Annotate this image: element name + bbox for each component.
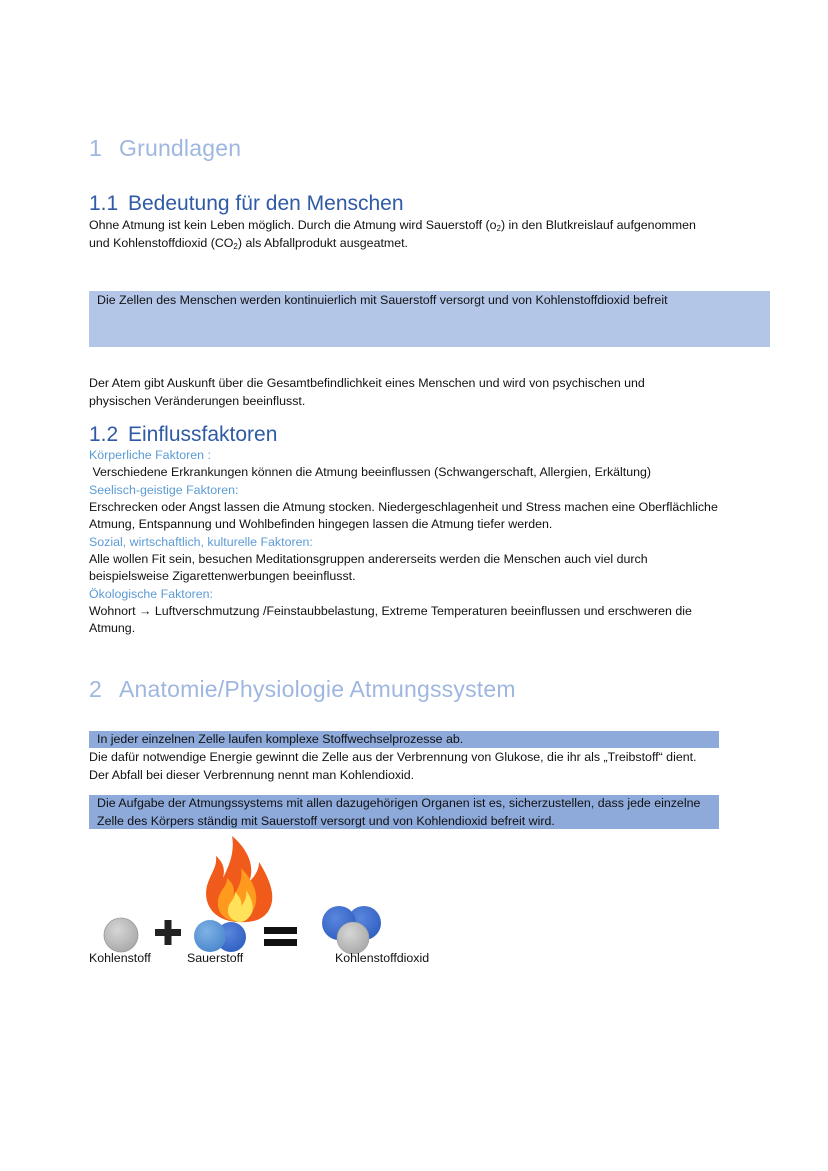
label-carbon: Kohlenstoff [89,951,151,965]
factors-list [89,447,718,638]
factor-text-social-1: Alle wollen Fit sein, besuchen Meditationsgruppen andererseits werden die Menschen auch viel durch [89,551,648,566]
factor-text-ecological-2: Atmung. [89,621,136,635]
section-2-title: Anatomie/Physiologie Atmungssystem [119,676,516,702]
section-1-1-title: Bedeutung für den Menschen [128,192,404,215]
section-1-2-heading [89,423,277,447]
carbon-atom-icon [104,918,138,952]
factor-label-ecological: Ökologische Faktoren: [89,586,213,601]
molecule-diagram [89,830,409,955]
factor-text-social-2: beispielsweise Zigarettenwerbungen beeinflusst. [89,569,356,583]
highlight-box-cells [89,291,770,347]
section-2-heading [89,676,516,703]
breath-line-2: physischen Veränderungen beeinflusst. [89,393,306,408]
fire-icon [206,836,272,922]
section-1-number: 1 [89,135,102,161]
intro-line-2: und Kohlenstoffdioxid $(CO_2)$ als Abfallprodukt ausgeatmet. [89,235,408,251]
section-1-2-number: 1.2 [89,423,119,446]
highlight-box-metabolism [89,731,719,748]
highlight-task-line-2: Zelle des Körpers ständig mit Sauerstoff versorgt und von Kohlendioxid befreit wird. [97,813,555,828]
section-1-title: Grundlagen [119,135,242,161]
section-1-2-title: Einflussfaktoren [128,423,278,446]
section-1-heading [89,135,241,162]
label-oxygen: Sauerstoff [187,951,244,965]
highlight-task-line-1: Die Aufgabe der Atmungssystems mit allen dazugehörigen Organen ist es, sicherzustellen, dass jede einzelne [97,796,701,810]
section-1-1-number: 1.1 [89,192,119,215]
section-1-1-heading [89,192,404,216]
label-co2: Kohlenstoffdioxid [335,951,430,965]
factor-text-ecological-1: Wohnort → Luftverschmutzung /Feinstaubbelastung, Extreme Temperaturen beeinflussen und erschweren die [89,603,692,618]
factor-text-mental-2: Atmung, Entspannung und Wohlbefinden hingegen lassen die Atmung tiefer werden. [89,517,553,531]
energy-paragraph [89,749,697,784]
highlight-metabolism-text: In jeder einzelnen Zelle laufen komplexe Stoffwechselprozesse ab. [97,732,464,746]
energy-line-1: Die dafür notwendige Energie gewinnt die Zelle aus der Verbrennung von Glukose, die ihr als „Treibstoff“ dient. [89,750,697,764]
breath-paragraph [89,375,645,410]
factor-label-physical: Körperliche Faktoren : [89,448,211,462]
equals-icon [264,927,297,946]
plus-icon [155,920,181,945]
intro-paragraph [89,217,696,252]
factor-label-social: Sozial, wirtschaftlich, kulturelle Faktoren: [89,534,313,549]
factor-text-mental-1: Erschrecken oder Angst lassen die Atmung stocken. Niedergeschlagenheit und Stress machen eine Oberflächliche [89,499,718,514]
highlight-box-task [89,795,719,829]
section-2-number: 2 [89,676,102,702]
oxygen-molecule-icon [194,920,246,952]
intro-line-1: Ohne Atmung ist kein Leben möglich. Durch die Atmung wird Sauerstoff $(o_2)$ in den Blutkreislauf aufgenommen [89,218,696,233]
highlight-cells-text: Die Zellen des Menschen werden kontinuierlich mit Sauerstoff versorgt und von Kohlenstoffdioxid befreit [97,293,668,307]
co2-molecule-icon [322,906,381,954]
factor-label-mental: Seelisch-geistige Faktoren: [89,482,239,497]
factor-text-physical: Verschiedene Erkrankungen können die Atmung beeinflussen (Schwangerschaft, Allergien, Erkältung) [89,465,652,479]
breath-line-1: Der Atem gibt Auskunft über die Gesamtbefindlichkeit eines Menschen und wird von psychischen und [89,376,645,390]
energy-line-2: Der Abfall bei dieser Verbrennung nennt man Kohlendioxid. [89,767,415,782]
highlight-task-text [97,795,700,830]
